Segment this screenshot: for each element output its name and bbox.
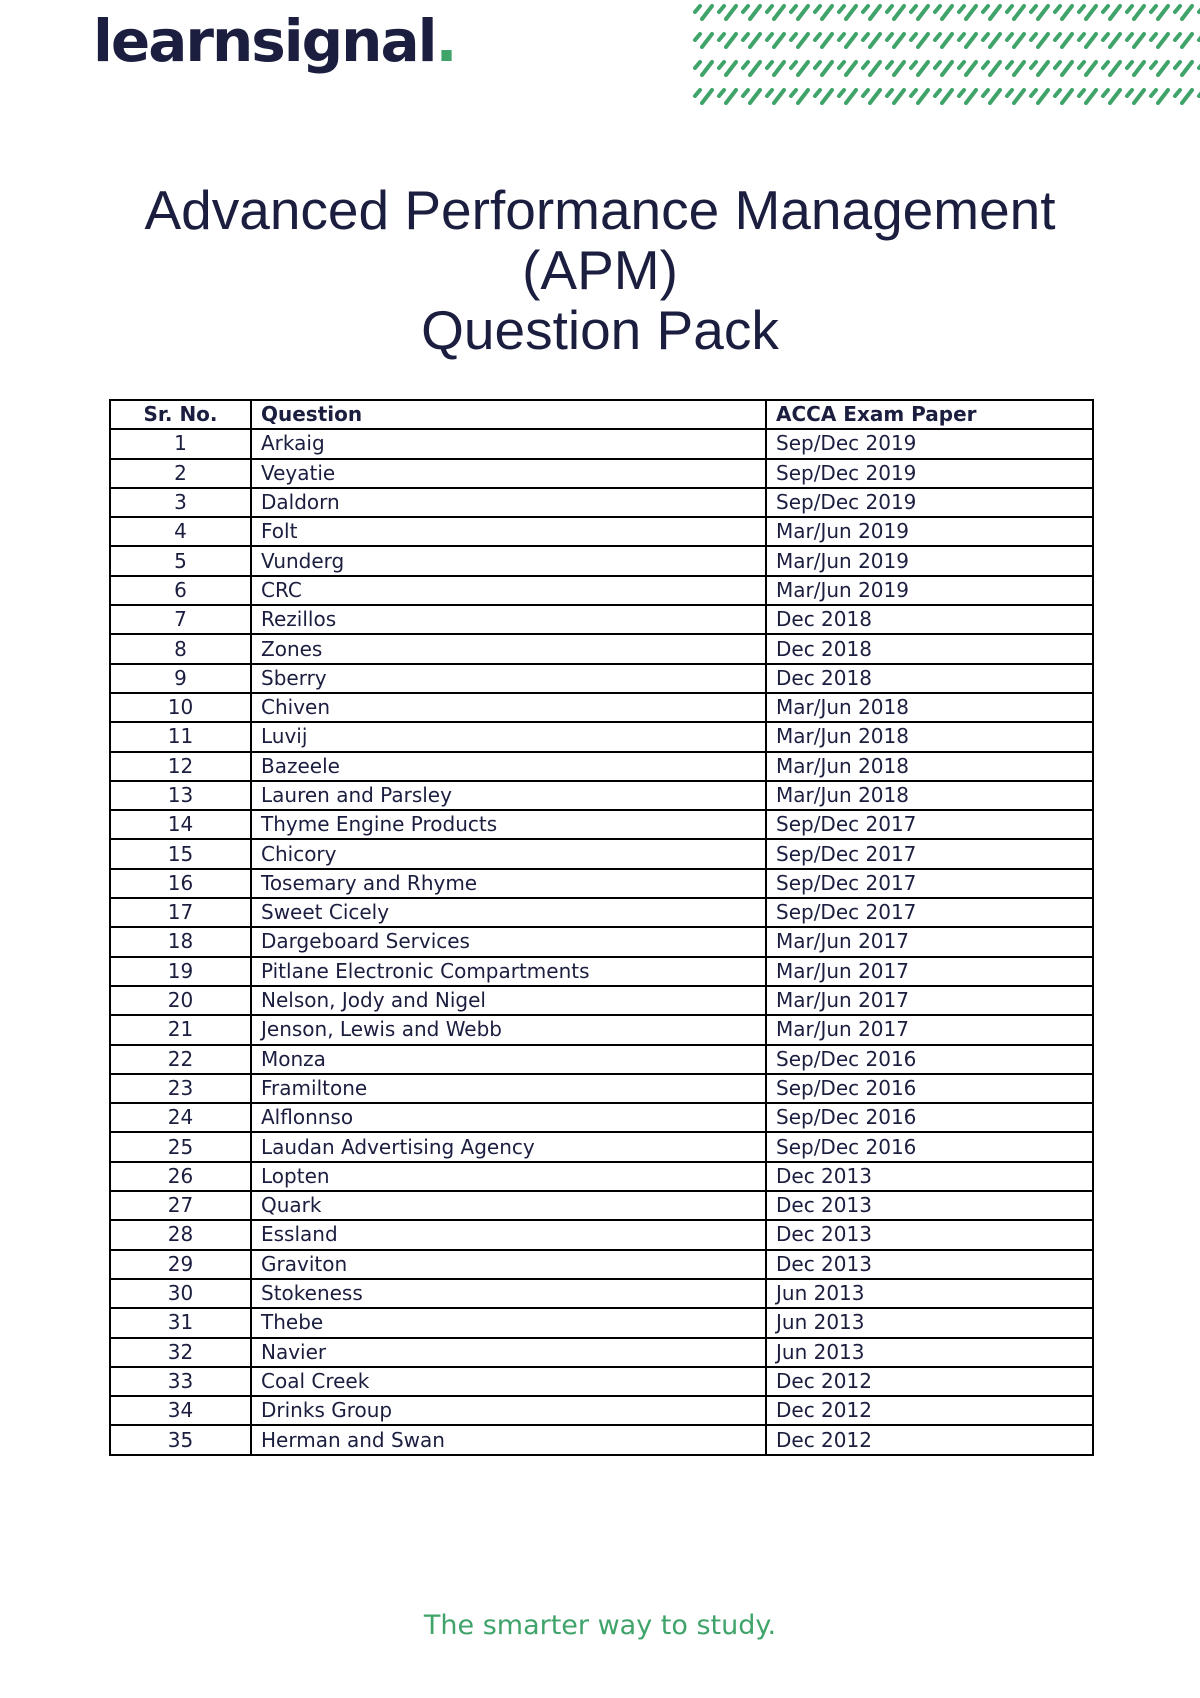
table-row [110, 459, 1093, 488]
table-row [110, 1103, 1093, 1132]
cell-sr-no: 5 [110, 546, 251, 575]
table-row [110, 1220, 1093, 1249]
table-row [110, 957, 1093, 986]
table-row [110, 1308, 1093, 1337]
cell-exam-paper: Mar/Jun 2018 [766, 722, 1093, 751]
cell-sr-no: 18 [110, 927, 251, 956]
cell-exam-paper: Jun 2013 [766, 1279, 1093, 1308]
table-row [110, 1074, 1093, 1103]
cell-sr-no: 15 [110, 839, 251, 868]
cell-sr-no: 7 [110, 605, 251, 634]
cell-sr-no: 31 [110, 1308, 251, 1337]
tick-mark [815, 34, 832, 47]
tick-mark [863, 34, 880, 47]
cell-exam-paper: Sep/Dec 2019 [766, 429, 1093, 458]
tick-mark [887, 6, 904, 19]
cell-question: Pitlane Electronic Compartments [251, 957, 766, 986]
cell-question: Essland [251, 1220, 766, 1249]
tick-mark [1127, 90, 1144, 103]
cell-question: Quark [251, 1191, 766, 1220]
table-row [110, 546, 1093, 575]
cell-question: CRC [251, 576, 766, 605]
question-table [109, 399, 1094, 1456]
cell-question: Navier [251, 1338, 766, 1367]
tick-mark [839, 62, 856, 75]
cell-question: Herman and Swan [251, 1425, 766, 1454]
title-line-3: Question Pack [421, 299, 779, 361]
table-header-row [110, 400, 1093, 429]
cell-question: Luvij [251, 722, 766, 751]
cell-exam-paper: Mar/Jun 2018 [766, 781, 1093, 810]
logo-dot: . [435, 7, 456, 75]
cell-sr-no: 14 [110, 810, 251, 839]
title-line-2: (APM) [522, 239, 678, 301]
tick-mark [719, 34, 736, 47]
tick-mark [743, 62, 760, 75]
cell-sr-no: 29 [110, 1250, 251, 1279]
cell-question: Graviton [251, 1250, 766, 1279]
tick-mark [1175, 62, 1192, 75]
table-row [110, 1338, 1093, 1367]
table-body [110, 429, 1093, 1454]
cell-sr-no: 1 [110, 429, 251, 458]
cell-sr-no: 24 [110, 1103, 251, 1132]
cell-exam-paper: Sep/Dec 2017 [766, 869, 1093, 898]
cell-sr-no: 3 [110, 488, 251, 517]
tick-mark [1031, 6, 1048, 19]
tick-mark [743, 6, 760, 19]
cell-sr-no: 21 [110, 1015, 251, 1044]
tick-mark [1127, 62, 1144, 75]
cell-question: Daldorn [251, 488, 766, 517]
tick-mark [887, 34, 904, 47]
table-row [110, 1250, 1093, 1279]
cell-sr-no: 22 [110, 1045, 251, 1074]
cell-question: Vunderg [251, 546, 766, 575]
table-row [110, 1396, 1093, 1425]
cell-sr-no: 26 [110, 1162, 251, 1191]
cell-sr-no: 2 [110, 459, 251, 488]
tick-mark [1103, 90, 1120, 103]
cell-exam-paper: Dec 2013 [766, 1162, 1093, 1191]
tick-mark [815, 62, 832, 75]
tick-mark [839, 34, 856, 47]
tick-mark [959, 34, 976, 47]
table-row [110, 488, 1093, 517]
table-row [110, 576, 1093, 605]
cell-sr-no: 16 [110, 869, 251, 898]
cell-exam-paper: Mar/Jun 2017 [766, 1015, 1093, 1044]
cell-question: Veyatie [251, 459, 766, 488]
cell-question: Drinks Group [251, 1396, 766, 1425]
cell-exam-paper: Dec 2012 [766, 1396, 1093, 1425]
cell-sr-no: 34 [110, 1396, 251, 1425]
cell-question: Dargeboard Services [251, 927, 766, 956]
tick-mark [1007, 6, 1024, 19]
tick-mark [815, 6, 832, 19]
tick-mark [1127, 6, 1144, 19]
tick-mark [887, 90, 904, 103]
tick-mark [1127, 34, 1144, 47]
cell-exam-paper: Sep/Dec 2017 [766, 839, 1093, 868]
cell-exam-paper: Sep/Dec 2016 [766, 1045, 1093, 1074]
cell-exam-paper: Dec 2012 [766, 1425, 1093, 1454]
table-row [110, 1425, 1093, 1454]
tick-mark [1007, 62, 1024, 75]
tick-mark [719, 90, 736, 103]
tick-mark [839, 6, 856, 19]
tick-mark [719, 6, 736, 19]
cell-exam-paper: Dec 2013 [766, 1191, 1093, 1220]
cell-sr-no: 23 [110, 1074, 251, 1103]
tick-mark [887, 62, 904, 75]
tick-mark [1151, 6, 1168, 19]
cell-question: Arkaig [251, 429, 766, 458]
cell-sr-no: 11 [110, 722, 251, 751]
cell-sr-no: 12 [110, 752, 251, 781]
cell-sr-no: 6 [110, 576, 251, 605]
cell-sr-no: 9 [110, 664, 251, 693]
table-row [110, 869, 1093, 898]
cell-exam-paper: Sep/Dec 2016 [766, 1132, 1093, 1161]
header-exam-paper: ACCA Exam Paper [766, 400, 1093, 429]
tick-mark [863, 90, 880, 103]
tick-mark [1007, 34, 1024, 47]
cell-question: Nelson, Jody and Nigel [251, 986, 766, 1015]
cell-exam-paper: Jun 2013 [766, 1308, 1093, 1337]
tick-mark [815, 90, 832, 103]
cell-question: Sberry [251, 664, 766, 693]
tick-mark [1151, 90, 1168, 103]
cell-question: Framiltone [251, 1074, 766, 1103]
tick-mark [839, 90, 856, 103]
cell-sr-no: 17 [110, 898, 251, 927]
cell-sr-no: 25 [110, 1132, 251, 1161]
table-row [110, 781, 1093, 810]
cell-question: Monza [251, 1045, 766, 1074]
tick-mark [719, 62, 736, 75]
tick-mark [767, 34, 784, 47]
cell-sr-no: 27 [110, 1191, 251, 1220]
tick-mark [1103, 34, 1120, 47]
cell-sr-no: 4 [110, 517, 251, 546]
cell-exam-paper: Sep/Dec 2016 [766, 1103, 1093, 1132]
tick-mark [695, 34, 712, 47]
tick-mark [935, 62, 952, 75]
tick-mark [1151, 34, 1168, 47]
learnsignal-logo [93, 7, 456, 75]
cell-question: Lopten [251, 1162, 766, 1191]
cell-question: Alflonnso [251, 1103, 766, 1132]
tick-mark [983, 62, 1000, 75]
tick-mark [791, 34, 808, 47]
tick-mark [791, 6, 808, 19]
cell-exam-paper: Sep/Dec 2019 [766, 459, 1093, 488]
tick-mark [1103, 62, 1120, 75]
cell-sr-no: 13 [110, 781, 251, 810]
tick-mark [1031, 90, 1048, 103]
cell-question: Tosemary and Rhyme [251, 869, 766, 898]
table-row [110, 1015, 1093, 1044]
tick-mark [1175, 34, 1192, 47]
table-row [110, 722, 1093, 751]
cell-question: Jenson, Lewis and Webb [251, 1015, 766, 1044]
table-row [110, 429, 1093, 458]
tick-mark [911, 6, 928, 19]
cell-sr-no: 10 [110, 693, 251, 722]
cell-question: Rezillos [251, 605, 766, 634]
header-question: Question [251, 400, 766, 429]
tick-mark [1031, 34, 1048, 47]
table-row [110, 986, 1093, 1015]
table-row [110, 1191, 1093, 1220]
tick-mark [695, 62, 712, 75]
tick-mark [959, 90, 976, 103]
cell-exam-paper: Sep/Dec 2019 [766, 488, 1093, 517]
page-title [0, 180, 1200, 360]
cell-exam-paper: Mar/Jun 2019 [766, 546, 1093, 575]
tick-mark [1055, 90, 1072, 103]
table-row [110, 839, 1093, 868]
tick-mark [1007, 90, 1024, 103]
cell-question: Thyme Engine Products [251, 810, 766, 839]
table-row [110, 605, 1093, 634]
tick-mark [935, 6, 952, 19]
cell-question: Zones [251, 634, 766, 663]
tick-mark [959, 6, 976, 19]
cell-question: Chiven [251, 693, 766, 722]
cell-sr-no: 28 [110, 1220, 251, 1249]
table-row [110, 927, 1093, 956]
tick-mark [863, 6, 880, 19]
cell-exam-paper: Mar/Jun 2019 [766, 517, 1093, 546]
tick-mark [1103, 6, 1120, 19]
tick-mark [767, 62, 784, 75]
table-row [110, 1279, 1093, 1308]
cell-sr-no: 20 [110, 986, 251, 1015]
cell-exam-paper: Jun 2013 [766, 1338, 1093, 1367]
tick-mark [1079, 62, 1096, 75]
tick-mark [1055, 34, 1072, 47]
cell-sr-no: 33 [110, 1367, 251, 1396]
tick-mark [695, 90, 712, 103]
cell-question: Bazeele [251, 752, 766, 781]
tick-mark [1079, 90, 1096, 103]
tick-mark [983, 6, 1000, 19]
cell-question: Folt [251, 517, 766, 546]
tick-mark [1055, 62, 1072, 75]
table-row [110, 898, 1093, 927]
table-row [110, 810, 1093, 839]
decorative-pattern [690, 0, 1200, 118]
tick-pattern-graphic [690, 0, 1200, 118]
tick-mark [1079, 6, 1096, 19]
tick-mark [935, 34, 952, 47]
cell-question: Stokeness [251, 1279, 766, 1308]
cell-exam-paper: Dec 2013 [766, 1250, 1093, 1279]
cell-question: Laudan Advertising Agency [251, 1132, 766, 1161]
cell-sr-no: 32 [110, 1338, 251, 1367]
cell-exam-paper: Mar/Jun 2019 [766, 576, 1093, 605]
tick-mark [983, 34, 1000, 47]
tick-mark [1175, 6, 1192, 19]
cell-exam-paper: Mar/Jun 2017 [766, 986, 1093, 1015]
cell-question: Thebe [251, 1308, 766, 1337]
cell-exam-paper: Mar/Jun 2017 [766, 957, 1093, 986]
tick-mark [767, 6, 784, 19]
cell-exam-paper: Mar/Jun 2018 [766, 752, 1093, 781]
table-row [110, 1162, 1093, 1191]
tick-mark [911, 90, 928, 103]
cell-question: Coal Creek [251, 1367, 766, 1396]
cell-exam-paper: Dec 2018 [766, 634, 1093, 663]
cell-exam-paper: Mar/Jun 2017 [766, 927, 1093, 956]
table-row [110, 693, 1093, 722]
tick-mark [983, 90, 1000, 103]
tick-mark [743, 34, 760, 47]
tick-mark [959, 62, 976, 75]
tick-mark [767, 90, 784, 103]
cell-exam-paper: Dec 2012 [766, 1367, 1093, 1396]
tick-mark [863, 62, 880, 75]
logo-text: learnsignal [93, 7, 436, 75]
cell-question: Lauren and Parsley [251, 781, 766, 810]
cell-sr-no: 35 [110, 1425, 251, 1454]
cell-exam-paper: Dec 2018 [766, 605, 1093, 634]
tick-mark [695, 6, 712, 19]
tick-mark [935, 90, 952, 103]
table-row [110, 1132, 1093, 1161]
tick-mark [743, 90, 760, 103]
table-row [110, 664, 1093, 693]
cell-sr-no: 19 [110, 957, 251, 986]
table-row [110, 1367, 1093, 1396]
footer-tagline: The smarter way to study. [423, 1610, 777, 1641]
tick-mark [791, 62, 808, 75]
tick-mark [1175, 90, 1192, 103]
tick-mark [1079, 34, 1096, 47]
cell-exam-paper: Sep/Dec 2016 [766, 1074, 1093, 1103]
tick-mark [911, 62, 928, 75]
cell-question: Chicory [251, 839, 766, 868]
tick-mark [1055, 6, 1072, 19]
table-row [110, 752, 1093, 781]
table-row [110, 1045, 1093, 1074]
tick-mark [791, 90, 808, 103]
table-row [110, 634, 1093, 663]
cell-exam-paper: Dec 2013 [766, 1220, 1093, 1249]
tick-mark [1151, 62, 1168, 75]
cell-exam-paper: Dec 2018 [766, 664, 1093, 693]
cell-exam-paper: Sep/Dec 2017 [766, 898, 1093, 927]
tick-mark [1031, 62, 1048, 75]
cell-exam-paper: Mar/Jun 2018 [766, 693, 1093, 722]
cell-question: Sweet Cicely [251, 898, 766, 927]
title-line-1: Advanced Performance Management [144, 179, 1056, 241]
cell-sr-no: 30 [110, 1279, 251, 1308]
header-sr-no: Sr. No. [110, 400, 251, 429]
tick-mark [911, 34, 928, 47]
cell-sr-no: 8 [110, 634, 251, 663]
table-row [110, 517, 1093, 546]
cell-exam-paper: Sep/Dec 2017 [766, 810, 1093, 839]
